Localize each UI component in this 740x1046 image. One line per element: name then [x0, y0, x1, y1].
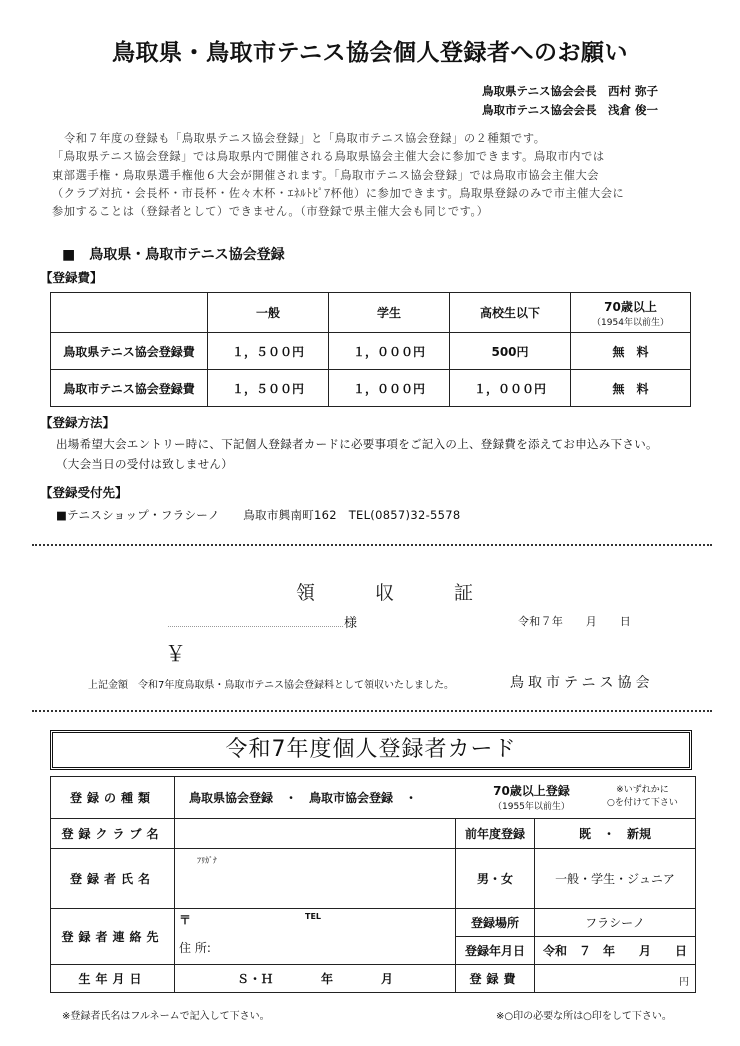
method-text: 出場希望大会エントリー時に、下記個人登録者カードに必要事項をご記入の上、登録費を添えてお申込み下さい。	[56, 437, 658, 451]
receipt-date: 令和７年 月 日	[518, 615, 631, 628]
fee-header-row	[51, 293, 691, 333]
footnote-right: ※○印の必要な所は○印をして下さい。	[496, 1011, 672, 1022]
table-row	[51, 909, 696, 937]
yen-sign: ￥	[165, 642, 186, 666]
name-label: 登録者氏名	[51, 849, 175, 909]
club-label: 登録クラブ名	[51, 819, 175, 849]
fee-header-cell: 学生	[329, 293, 450, 333]
fee-cell: １，５００円	[208, 370, 329, 407]
place-value: フラシーノ	[535, 909, 696, 937]
fee-row-label: 鳥取市テニス協会登録費	[51, 370, 208, 407]
table-row	[51, 777, 696, 819]
cut-line	[32, 544, 712, 546]
fee-label-card: 登録費	[456, 965, 535, 993]
footnote-left: ※登録者氏名はフルネームで記入して下さい。	[62, 1011, 270, 1022]
prev-label: 前年度登録	[456, 819, 535, 849]
page-title: 鳥取県・鳥取市テニス協会個人登録者へのお願い	[111, 40, 629, 66]
intro-line: 東部選手権・鳥取県選手権他６大会が開催されます。「鳥取市テニス協会登録」では鳥取市協会主催大会	[52, 168, 600, 182]
fee-cell: １，０００円	[329, 333, 450, 370]
senior-note: （1954年以前生）	[592, 317, 669, 328]
fee-row-label: 鳥取県テニス協会登録費	[51, 333, 208, 370]
date-value[interactable]: 令和 ７ 年 月 日	[535, 937, 696, 965]
table-row	[51, 370, 691, 407]
fee-cell: 無 料	[571, 333, 691, 370]
receipt-org: 鳥取市テニス協会	[510, 675, 654, 691]
fee-cell: 500円	[450, 333, 571, 370]
type-field[interactable]	[175, 777, 696, 819]
table-row	[51, 965, 696, 993]
table-row	[51, 333, 691, 370]
reception-text: ■テニスショップ・フラシーノ 鳥取市興南町162 TEL(0857)32-5578	[56, 508, 461, 522]
fee-cell: １，５００円	[208, 333, 329, 370]
fee-cell: １，０００円	[450, 370, 571, 407]
date-label: 登録年月日	[456, 937, 535, 965]
senior-label: 70歳以上登録	[493, 784, 570, 798]
table-row	[51, 819, 696, 849]
prev-options[interactable]: 既 ・ 新規	[535, 819, 696, 849]
fee-label: 【登録費】	[40, 270, 103, 285]
fee-header-cell: 一般	[208, 293, 329, 333]
tel-label: TEL	[305, 912, 322, 921]
reception-label: 【登録受付先】	[40, 485, 128, 500]
intro-line: （クラブ対抗・会長杯・市長杯・佐々木杯・ｴﾈﾙﾄﾋﾟｱ杯他）に参加できます。鳥取県登録のみで市主催大会に	[52, 186, 625, 200]
method-label: 【登録方法】	[40, 415, 116, 430]
contact-label: 登録者連絡先	[51, 909, 175, 965]
circle-note-2: ○を付けて下さい	[607, 798, 678, 808]
city-president: 鳥取市テニス協会会長 浅倉 俊一	[482, 103, 659, 117]
fee-cell: １，０００円	[329, 370, 450, 407]
section-heading: ■ 鳥取県・鳥取市テニス協会登録	[62, 247, 285, 263]
intro-line: 参加することは（登録者として）できません。（市登録で県主催大会も同じです。）	[52, 205, 489, 219]
address-label: 住 所:	[179, 941, 211, 955]
senior-option[interactable]	[493, 784, 570, 814]
type-options[interactable]: 鳥取県協会登録 ・ 鳥取市協会登録 ・	[189, 791, 418, 805]
circle-note-1: ※いずれかに	[616, 785, 669, 795]
club-field[interactable]	[175, 819, 456, 849]
name-underline	[168, 626, 343, 627]
birth-label: 生年月日	[51, 965, 175, 993]
name-field[interactable]	[175, 849, 456, 909]
fee-header-cell	[571, 293, 691, 333]
fee-header-cell: 高校生以下	[450, 293, 571, 333]
fee-table	[50, 292, 691, 407]
birth-field[interactable]: Ｓ・Ｈ 年 月	[175, 965, 456, 993]
postal-mark: 〒	[179, 913, 192, 927]
fee-cell: 無 料	[571, 370, 691, 407]
intro-line: 「鳥取県テニス協会登録」では鳥取県内で開催される鳥取県協会主催大会に参加できます。鳥取市内では	[52, 150, 605, 164]
card-title: 令和7年度個人登録者カード	[50, 730, 692, 770]
receipt-note: 上記金額 令和7年度鳥取県・鳥取市テニス協会登録料として領収いたしました。	[88, 680, 454, 691]
receipt-title: 領収証	[296, 582, 534, 604]
fee-header-cell	[51, 293, 208, 333]
intro-paragraph	[52, 130, 624, 221]
table-row	[51, 849, 696, 909]
contact-field[interactable]	[175, 909, 456, 965]
senior-header: 70歳以上	[604, 299, 657, 314]
senior-birth-note: （1955年以前生）	[493, 802, 570, 812]
cut-line	[32, 710, 712, 712]
fee-field[interactable]: 円	[535, 965, 696, 993]
registration-card	[50, 776, 696, 993]
sama-label: 様	[344, 616, 358, 631]
method-note: （大会当日の受付は致しません）	[56, 457, 233, 471]
place-label: 登録場所	[456, 909, 535, 937]
gender-options[interactable]: 男・女	[456, 849, 535, 909]
furigana-label: ﾌﾘｶﾞﾅ	[197, 856, 217, 865]
category-options[interactable]: 一般・学生・ジュニア	[535, 849, 696, 909]
intro-line: 令和７年度の登録も「鳥取県テニス協会登録」と「鳥取市テニス協会登録」の２種類です。	[64, 132, 546, 145]
type-label: 登録の種類	[51, 777, 175, 819]
prefecture-president: 鳥取県テニス協会会長 西村 弥子	[482, 84, 659, 98]
circle-note	[607, 784, 678, 810]
